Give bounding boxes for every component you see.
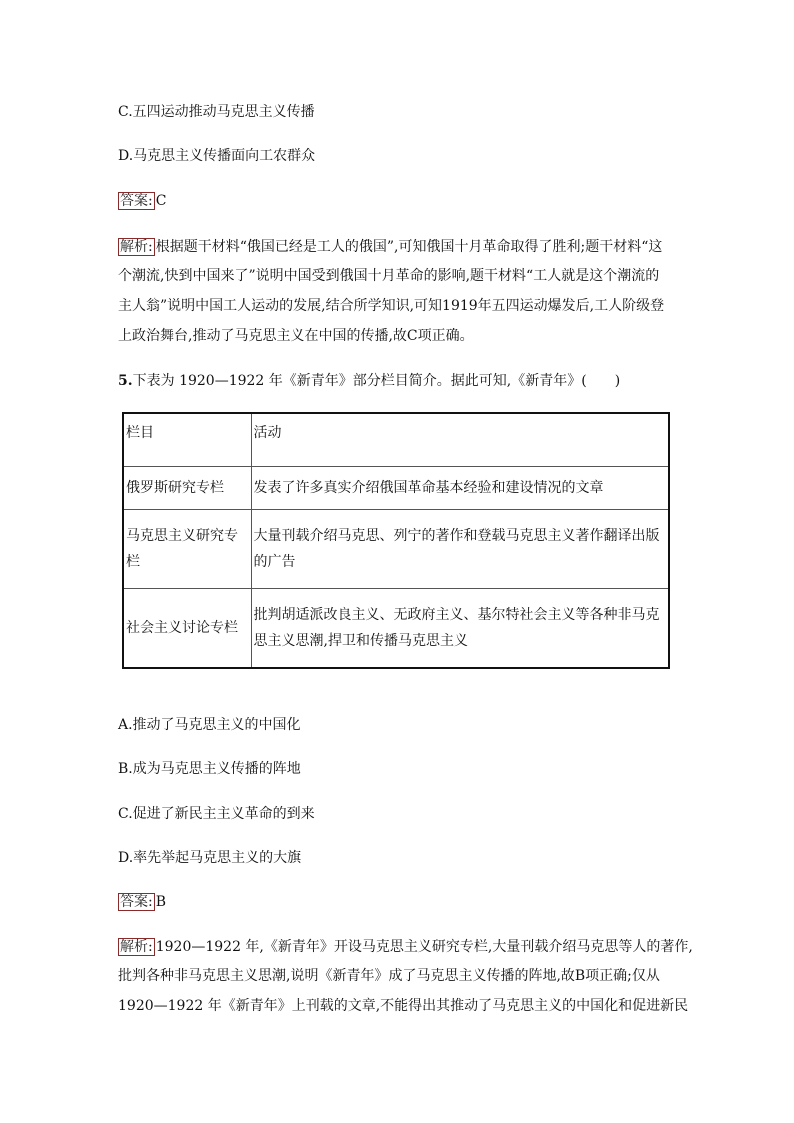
option-d-previous: D.马克思主义传播面向工农群众 <box>118 148 316 164</box>
analysis-q5-line-2: 批判各种非马克思主义思潮,说明《新青年》成了马克思主义传播的阵地,故B项正确;仅从 <box>118 968 660 984</box>
table-cell: 社会主义讨论专栏 <box>123 589 251 669</box>
answer-previous <box>118 192 166 210</box>
question-5-stem <box>118 372 620 390</box>
table-header-row <box>123 413 669 467</box>
table-row <box>123 467 669 510</box>
answer-q5 <box>118 893 166 911</box>
table-header-cell: 栏目 <box>123 413 251 467</box>
analysis-previous-line-3: 主人翁”说明中国工人运动的发展,结合所学知识,可知1919年五四运动爆发后,工人阶级登 <box>118 298 665 314</box>
table-row <box>123 589 669 669</box>
table-row <box>123 510 669 589</box>
table-cell: 批判胡适派改良主义、无政府主义、基尔特社会主义等各种非马克思主义思潮,捍卫和传播马克思主义 <box>251 589 669 669</box>
analysis-text: 根据题干材料“俄国已经是工人的俄国”,可知俄国十月革命取得了胜利;题干材料“这 <box>155 239 663 255</box>
analysis-previous-line-2: 个潮流,快到中国来了”说明中国受到俄国十月革命的影响,题干材料“工人就是这个潮流的 <box>118 268 660 284</box>
analysis-tag: 解析: <box>120 239 153 255</box>
answer-value: C <box>155 193 167 209</box>
analysis-tag: 解析: <box>120 939 153 955</box>
table-cell: 大量刊载介绍马克思、列宁的著作和登载马克思主义著作翻译出版的广告 <box>251 510 669 589</box>
column-table <box>122 412 670 669</box>
table-header-cell: 活动 <box>251 413 669 467</box>
analysis-q5-line-3: 1920—1922 年《新青年》上刊载的文章,不能得出其推动了马克思主义的中国化和促进新民 <box>118 998 689 1014</box>
table-cell: 发表了许多真实介绍俄国革命基本经验和建设情况的文章 <box>251 467 669 510</box>
analysis-previous-line-4: 上政治舞台,推动了马克思主义在中国的传播,故C项正确。 <box>118 328 474 344</box>
answer-value: B <box>155 894 167 910</box>
option-b: B.成为马克思主义传播的阵地 <box>118 761 301 777</box>
option-d: D.率先举起马克思主义的大旗 <box>118 850 302 866</box>
analysis-text: 1920—1922 年,《新青年》开设马克思主义研究专栏,大量刊载介绍马克思等人的著作, <box>155 939 693 955</box>
analysis-q5-line-1 <box>118 938 693 956</box>
analysis-previous-line-1 <box>118 238 662 256</box>
table-cell: 马克思主义研究专栏 <box>123 510 251 589</box>
table-cell: 俄罗斯研究专栏 <box>123 467 251 510</box>
question-text: 下表为 1920—1922 年《新青年》部分栏目简介。据此可知,《新青年》( ) <box>132 373 621 389</box>
answer-tag: 答案: <box>120 894 153 910</box>
answer-tag: 答案: <box>120 193 153 209</box>
option-a: A.推动了马克思主义的中国化 <box>118 717 301 733</box>
question-number: 5. <box>118 373 133 389</box>
option-c-previous: C.五四运动推动马克思主义传播 <box>118 104 315 120</box>
option-c: C.促进了新民主主义革命的到来 <box>118 806 315 822</box>
